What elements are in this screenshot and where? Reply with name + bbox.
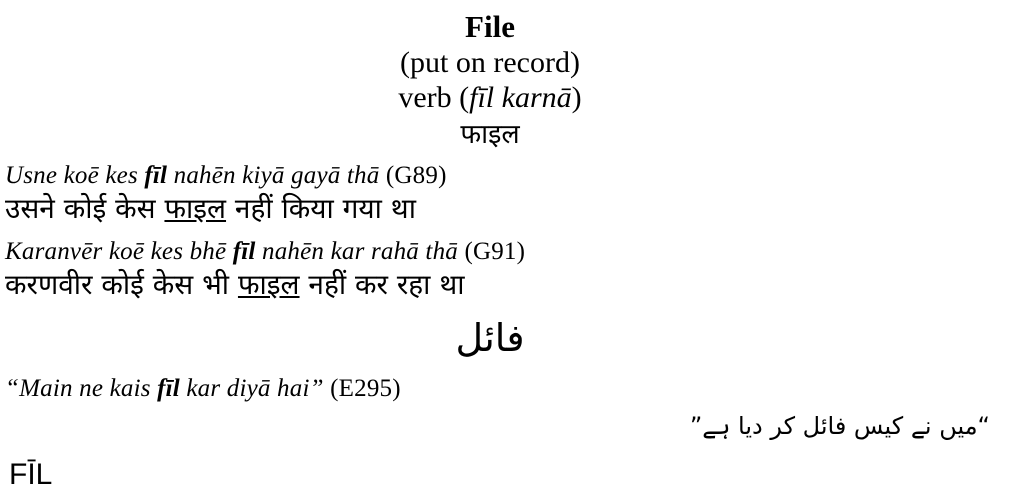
example-text: करणवीर कोई केस भी (5, 268, 238, 301)
underlined-term: फाइल (164, 192, 227, 225)
example-text: नहीं कर रहा था (299, 268, 465, 301)
pos-close-paren: ) (571, 81, 582, 114)
example-2-romanized (5, 238, 1024, 266)
romanized-verb-form: fīl karnā (469, 81, 572, 114)
headword-urdu: فائل (455, 316, 525, 360)
example-1-romanized (5, 162, 1024, 190)
entry-header (0, 0, 980, 155)
example-text: नहीं किया गया था (226, 192, 416, 225)
underlined-term: फाइल (237, 268, 300, 301)
example-1-hindi (5, 190, 1024, 228)
highlighted-term: fīl (144, 162, 168, 189)
example-3 (0, 375, 1024, 403)
part-of-speech-line (0, 80, 980, 115)
highlighted-term: fīl (232, 238, 256, 265)
hindi-examples-section (0, 162, 1024, 304)
highlighted-term: fīl (157, 375, 180, 402)
example-text: nahēn kiyā gayā thā (167, 162, 386, 189)
example-text: “Main ne kais (5, 375, 158, 402)
example-1 (5, 162, 1024, 228)
example-text: उसने कोई केस (5, 192, 165, 225)
example-3-urdu: “میں نے کیس فائل کر دیا ہے” (689, 412, 990, 440)
example-text: Karanvēr koē kes bhē (5, 238, 233, 265)
example-text: Usne koē kes (5, 162, 145, 189)
example-3-romanized (5, 375, 1024, 403)
example-text: kar diyā hai” (179, 375, 331, 402)
example-2-hindi (5, 266, 1024, 304)
english-gloss: (put on record) (400, 46, 580, 79)
headword-english: File (465, 9, 515, 44)
romanization-label: FĪL (9, 458, 53, 491)
source-reference: (G91) (464, 238, 526, 265)
source-reference: (E295) (330, 375, 401, 402)
example-text: nahēn kar rahā thā (255, 238, 465, 265)
headword-hindi: फाइल (460, 119, 520, 150)
source-reference: (G89) (385, 162, 447, 189)
example-2 (5, 238, 1024, 304)
pos-label: verb ( (398, 81, 470, 114)
